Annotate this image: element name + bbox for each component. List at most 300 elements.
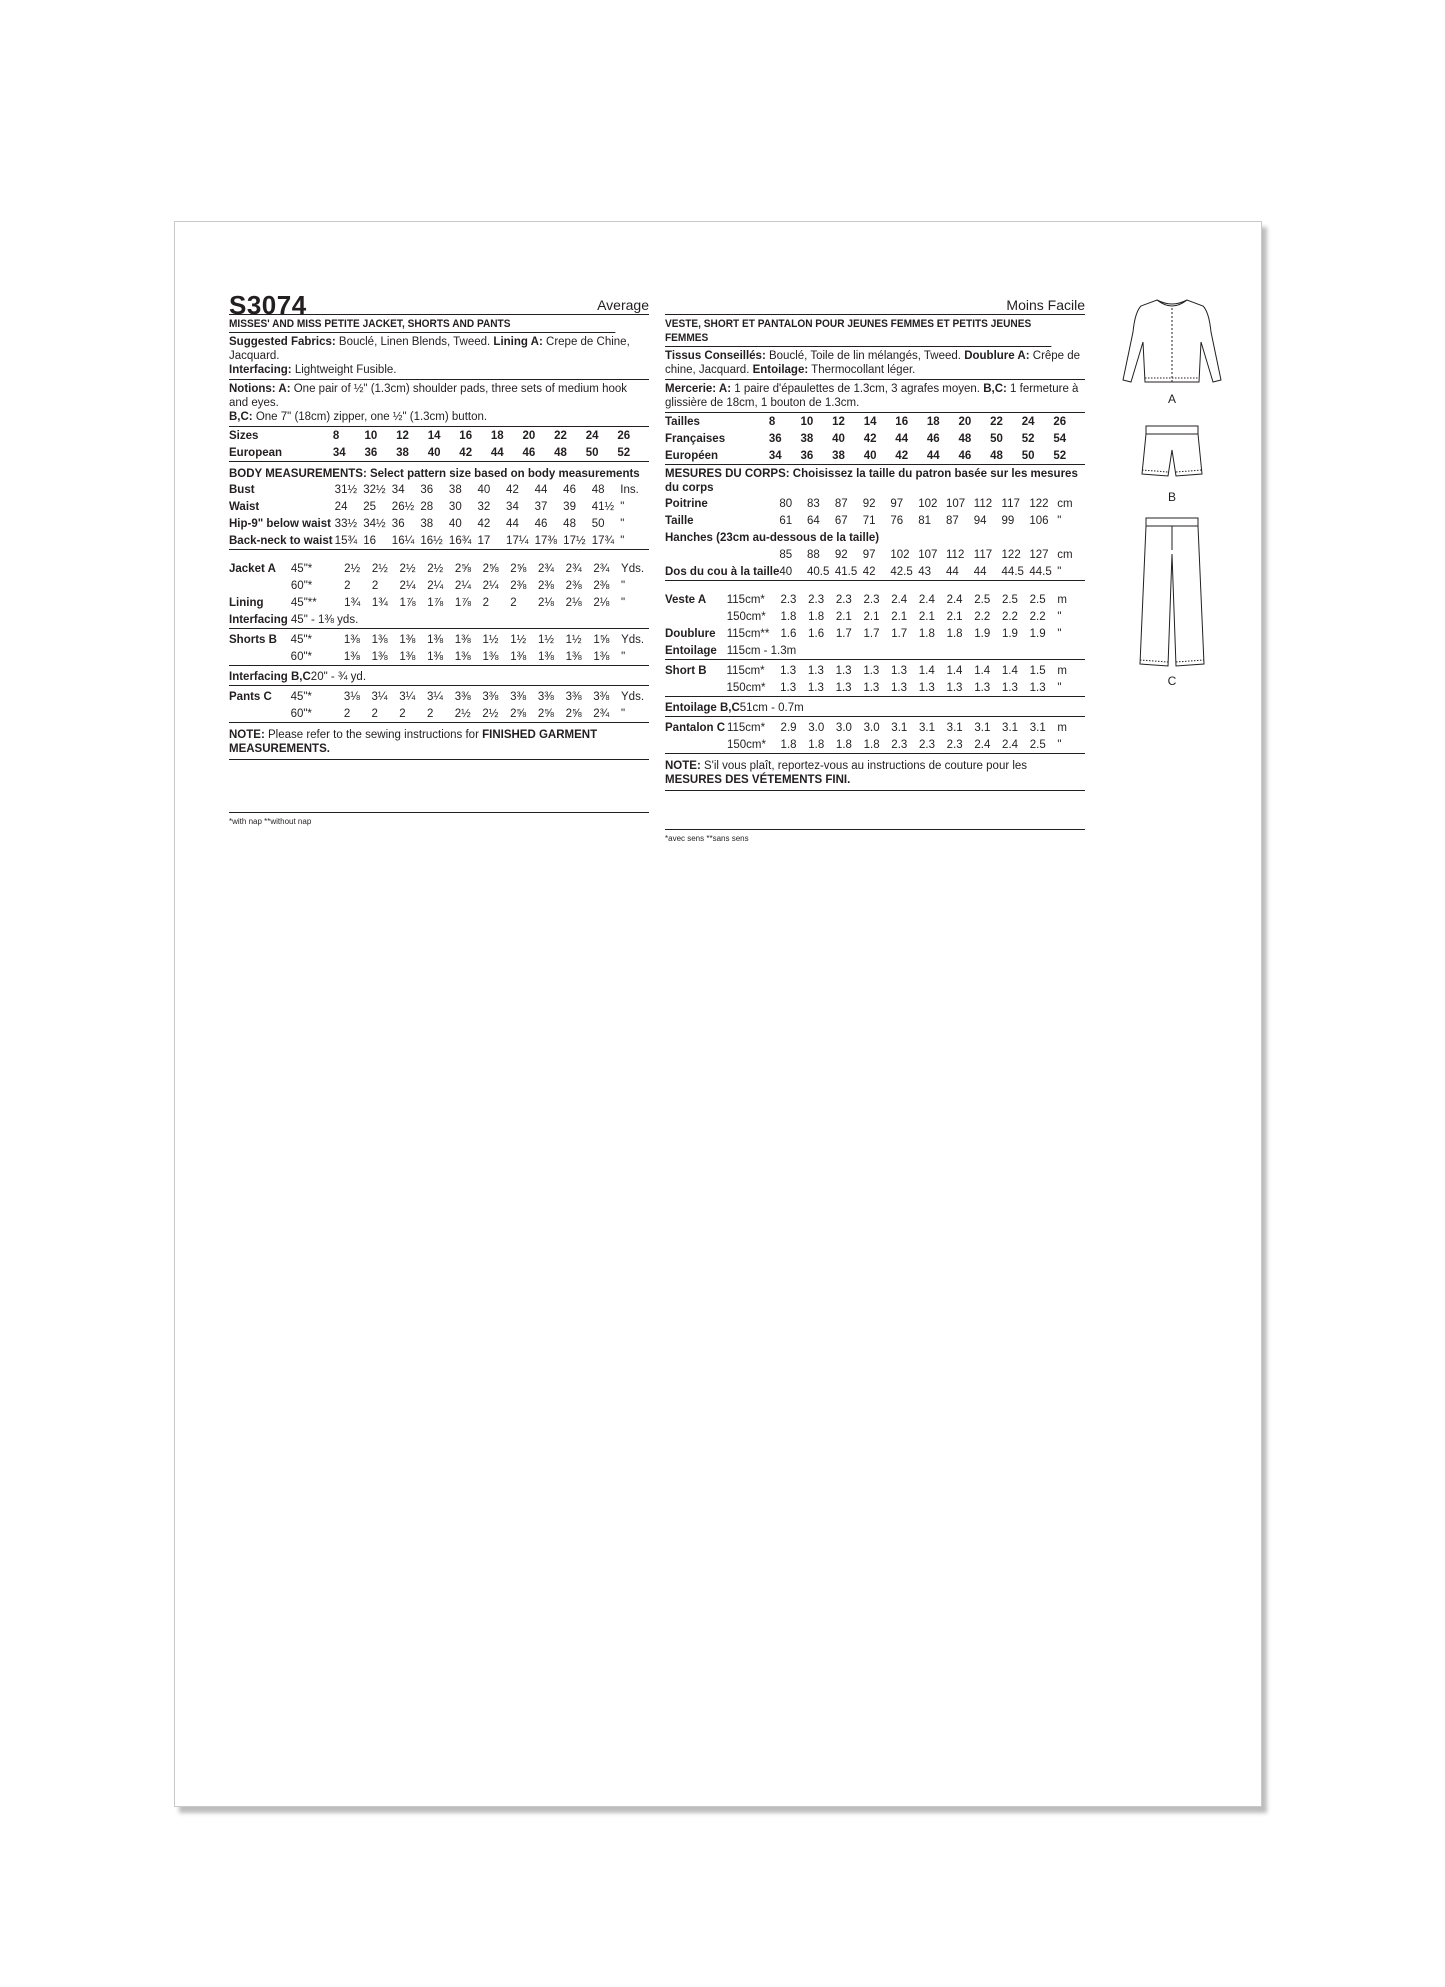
fabrics-text-fr: Bouclé, Toile de lin mélangés, Tweed. <box>765 350 965 362</box>
value-cell: 3.1 <box>946 721 963 734</box>
value-cell: 1¾ <box>371 596 388 609</box>
row-label: Dos du cou à la taille <box>665 565 780 578</box>
measurement-row <box>665 495 1085 512</box>
value-cell: 107 <box>946 497 966 510</box>
fabric-width-cell: 115cm** <box>726 627 770 640</box>
row-label: European <box>229 446 283 459</box>
value-cell: 2⅜ <box>537 579 554 592</box>
value-cell: 46 <box>926 432 940 445</box>
value-cell: 36 <box>391 517 405 530</box>
yardage-table <box>665 699 1085 717</box>
value-cell: " <box>1057 565 1062 578</box>
fabric-width-cell: 115cm* <box>726 721 766 734</box>
value-cell: Yds. <box>621 690 645 703</box>
value-cell: 1⅝ <box>593 633 610 646</box>
yardage-row <box>229 611 649 629</box>
yardage-row <box>229 668 649 686</box>
value-cell: 1⅜ <box>454 650 471 663</box>
size-row <box>665 447 1085 465</box>
difficulty-level-fr: Moins Facile <box>1006 297 1085 313</box>
row-label: Françaises <box>665 432 726 445</box>
value-cell: 1⅞ <box>427 596 444 609</box>
notions-bc-text-fr: 1 fermeture à glissière de 18cm, 1 bouton de 1.3cm. <box>665 383 1079 409</box>
row-label: Pants C <box>229 690 272 703</box>
value-cell: 41.5 <box>834 565 858 578</box>
measurement-row <box>229 515 649 532</box>
value-cell: 1.9 <box>1029 627 1046 640</box>
value-cell: 12 <box>396 429 409 442</box>
value-cell: 2¾ <box>537 562 554 575</box>
value-cell: 2⅜ <box>565 579 582 592</box>
yardage-section <box>229 560 649 723</box>
notions-section-fr <box>665 380 1085 413</box>
value-cell: 2.2 <box>1001 610 1018 623</box>
value-cell: 1⅜ <box>510 650 527 663</box>
value-cell: 1⅜ <box>454 633 471 646</box>
value-cell: " <box>1057 738 1062 751</box>
value-cell: 2¼ <box>482 579 499 592</box>
value-cell: 2 <box>371 579 379 592</box>
view-label-a: A <box>1167 392 1176 406</box>
value-cell: 38 <box>420 517 434 530</box>
value-cell: 16½ <box>420 534 443 547</box>
value-cell: 122 <box>1029 497 1049 510</box>
value-cell: 34 <box>506 500 519 513</box>
fabric-width-cell: 45"* <box>290 633 313 646</box>
fabric-width-cell: 115cm* <box>726 593 765 606</box>
value-cell: 2 <box>482 596 490 609</box>
value-cell: 32 <box>477 500 491 513</box>
value-cell: 34 <box>332 446 346 459</box>
value-cell: 117 <box>1001 497 1020 510</box>
value-cell: 1⅜ <box>427 633 444 646</box>
value-cell: 2.3 <box>863 593 880 606</box>
value-cell: 2½ <box>399 562 416 575</box>
value-cell: 46 <box>563 483 576 496</box>
view-label-c: C <box>1167 674 1177 688</box>
yardage-row <box>665 699 1085 717</box>
measurement-row <box>665 546 1085 563</box>
value-cell: 1.3 <box>807 664 824 677</box>
lining-text: Crepe de Chine, Jacquard. <box>229 336 630 362</box>
footnote: *with nap **without nap <box>229 812 649 829</box>
value-cell: 50 <box>591 517 605 530</box>
yardage-row <box>229 577 649 594</box>
value-cell: 1⅜ <box>482 650 499 663</box>
value-cell: 2 <box>510 596 517 609</box>
row-label <box>665 546 779 563</box>
fabrics-text: Bouclé, Linen Blends, Tweed. <box>335 336 494 348</box>
fabrics-section <box>229 333 649 380</box>
size-row <box>229 444 649 462</box>
value-cell: 1.7 <box>891 627 908 640</box>
value-cell: 1.3 <box>780 664 797 677</box>
measurement-row <box>665 563 1085 581</box>
row-label: Short B <box>665 664 707 677</box>
yardage-row <box>665 662 1085 679</box>
value-cell: 2 <box>426 707 434 720</box>
value-cell: 54 <box>1053 432 1067 445</box>
yardage-row <box>665 608 1085 625</box>
value-cell: 42 <box>862 565 876 578</box>
value-cell: 2.4 <box>891 593 908 606</box>
yardage-table <box>665 719 1085 754</box>
sizes-table-fr <box>665 413 1085 465</box>
fabric-width-cell: 60"* <box>290 707 312 720</box>
value-cell: 44 <box>490 446 504 459</box>
value-cell: 2¾ <box>565 562 582 575</box>
yardage-table <box>665 591 1085 660</box>
value-cell: 40 <box>832 432 845 445</box>
value-cell: 2⅜ <box>510 579 527 592</box>
value-cell: 1.8 <box>918 627 935 640</box>
value-cell: 92 <box>862 497 876 510</box>
value-cell: " <box>1057 627 1062 640</box>
difficulty-level: Average <box>597 297 649 313</box>
row-label: Interfacing <box>229 613 288 626</box>
value-cell: 71 <box>862 514 876 527</box>
value-cell: 17½ <box>563 534 586 547</box>
value-cell: 3⅛ <box>343 690 360 703</box>
value-cell: 2⅛ <box>537 596 554 609</box>
row-label: Jacket A <box>229 562 276 575</box>
value-cell: 1½ <box>537 633 554 646</box>
value-cell: 8 <box>768 415 776 428</box>
value-cell: 2⅜ <box>593 579 610 592</box>
value-cell: 2.4 <box>974 738 991 751</box>
value-cell: 50 <box>990 432 1003 445</box>
value-cell: 48 <box>990 449 1003 462</box>
value-cell: 3.0 <box>808 721 825 734</box>
row-label: Tailles <box>665 415 700 428</box>
value-cell: 36 <box>364 446 378 459</box>
value-cell: 3⅜ <box>510 690 527 703</box>
row-label: Poitrine <box>665 497 708 510</box>
value-cell: 34 <box>768 449 782 462</box>
value-cell: 1.3 <box>780 681 797 694</box>
row-label: Pantalon C <box>665 721 726 734</box>
value-cell: 2½ <box>371 562 388 575</box>
fabric-width-cell: 45" - 1⅜ yds. <box>290 613 359 626</box>
value-cell: 46 <box>958 449 972 462</box>
value-cell: 36 <box>768 432 782 445</box>
value-cell: 1⅜ <box>593 650 610 663</box>
value-cell: 87 <box>834 497 848 510</box>
value-cell: 3⅜ <box>537 690 554 703</box>
value-cell: 33½ <box>334 517 358 530</box>
value-cell: " <box>1057 681 1062 694</box>
fabric-width-cell: 60"* <box>290 579 313 592</box>
value-cell: 40 <box>779 565 793 578</box>
value-cell: 52 <box>1053 449 1067 462</box>
yardage-table <box>665 662 1085 697</box>
notions-text: One pair of ½" (1.3cm) shoulder pads, three sets of medium hook and eyes. <box>229 383 628 409</box>
body-measurements-title: BODY MEASUREMENTS: Select pattern size based on body measurements <box>229 468 640 480</box>
value-cell: 46 <box>522 446 536 459</box>
value-cell: 1.8 <box>780 738 797 751</box>
yardage-table <box>229 668 649 686</box>
notions-label: Notions: A: <box>229 383 291 395</box>
value-cell: 48 <box>563 517 576 530</box>
value-cell: 2⅝ <box>510 562 527 575</box>
value-cell: 94 <box>973 514 987 527</box>
pattern-code: S3074 <box>229 290 307 320</box>
value-cell: 36 <box>800 449 814 462</box>
value-cell: 1½ <box>565 633 582 646</box>
value-cell: 3⅜ <box>454 690 471 703</box>
value-cell: 8 <box>332 429 340 442</box>
value-cell: " <box>620 517 625 530</box>
value-cell: 1.3 <box>835 664 852 677</box>
value-cell: 1.3 <box>918 681 935 694</box>
value-cell: 1.9 <box>1001 627 1018 640</box>
body-measurements-table-fr <box>665 495 1085 581</box>
value-cell: 2.2 <box>974 610 991 623</box>
note-label-fr: NOTE: <box>665 760 701 772</box>
value-cell: 1¾ <box>344 596 361 609</box>
body-measurements-table <box>229 481 649 550</box>
value-cell: 97 <box>890 497 904 510</box>
value-cell: 3.1 <box>1002 721 1019 734</box>
value-cell: 2 <box>343 707 351 720</box>
value-cell: 2.1 <box>891 610 908 623</box>
measurement-row <box>229 532 649 550</box>
measurement-row <box>229 481 649 498</box>
jacket-a-drawing <box>1117 292 1227 392</box>
value-cell: 16¾ <box>448 534 472 547</box>
value-cell: 40 <box>863 449 877 462</box>
pattern-title-fr: VESTE, SHORT ET PANTALON POUR JEUNES FEMMES ET PETITS JEUNES FEMMES <box>665 315 1051 347</box>
measurement-row <box>229 498 649 515</box>
value-cell: 102 <box>890 548 910 561</box>
value-cell: 46 <box>534 517 548 530</box>
row-label: Européen <box>665 449 719 462</box>
value-cell: 106 <box>1029 514 1049 527</box>
value-cell: 3⅜ <box>565 690 582 703</box>
value-cell: 24 <box>585 429 599 442</box>
note-text: Please refer to the sewing instructions for <box>264 729 483 741</box>
notions-bc-label-fr: B,C: <box>983 383 1007 395</box>
value-cell: 42 <box>459 446 473 459</box>
value-cell: 3.1 <box>891 721 908 734</box>
value-cell: 42 <box>506 483 519 496</box>
size-row <box>229 427 649 444</box>
value-cell: 20 <box>958 415 972 428</box>
value-cell: " <box>620 500 625 513</box>
value-cell: 1.4 <box>946 664 963 677</box>
interfacing-text: Lightweight Fusible. <box>291 364 397 376</box>
fabric-width-cell: 150cm* <box>726 738 766 751</box>
value-cell: 1.7 <box>863 627 880 640</box>
yardage-row <box>229 560 649 577</box>
value-cell: 17⅜ <box>534 534 557 547</box>
value-cell: 20 <box>522 429 536 442</box>
note <box>229 725 649 760</box>
value-cell: 44 <box>946 565 959 578</box>
value-cell: 2⅝ <box>510 707 527 720</box>
fabric-width-cell: 45"* <box>290 562 313 575</box>
value-cell: 1.3 <box>863 681 880 694</box>
fabric-width-cell: 150cm* <box>726 681 766 694</box>
lining-text-fr: Crêpe de chine, Jacquard. <box>665 350 1081 376</box>
value-cell: 1.3 <box>1001 681 1018 694</box>
value-cell: 3.1 <box>918 721 935 734</box>
value-cell: 16¼ <box>391 534 415 547</box>
size-row <box>665 430 1085 447</box>
value-cell: 1.6 <box>808 627 825 640</box>
value-cell: 1⅜ <box>343 633 360 646</box>
yardage-row <box>665 736 1085 754</box>
fabric-width-cell: 60"* <box>290 650 313 663</box>
value-cell: 17¾ <box>591 534 615 547</box>
notions-bc-text: One 7" (18cm) zipper, one ½" (1.3cm) button. <box>252 411 488 423</box>
row-label: Hanches (23cm au-dessous de la taille) <box>665 531 880 544</box>
value-cell: 3¼ <box>371 690 388 703</box>
value-cell: 1.3 <box>891 664 908 677</box>
value-cell: 44 <box>895 432 909 445</box>
value-cell: 102 <box>918 497 938 510</box>
value-cell: 16 <box>895 415 909 428</box>
row-label: Lining <box>229 596 264 609</box>
fabric-width-cell: 51cm - 0.7m <box>739 701 804 714</box>
row-label: Interfacing B,C <box>229 670 311 683</box>
value-cell: 1.8 <box>780 610 797 623</box>
value-cell: 25 <box>363 500 377 513</box>
value-cell: 1.4 <box>1001 664 1018 677</box>
value-cell: 1.3 <box>835 681 852 694</box>
value-cell: 1.3 <box>891 681 908 694</box>
value-cell: 17¼ <box>506 534 529 547</box>
notions-label-fr: Mercerie: A: <box>665 383 732 395</box>
value-cell: 2½ <box>454 707 471 720</box>
value-cell: 1.3 <box>863 664 880 677</box>
value-cell: 2⅛ <box>593 596 610 609</box>
row-label: Veste A <box>665 593 707 606</box>
row-label <box>229 648 291 666</box>
row-label: Taille <box>665 514 694 527</box>
value-cell: 2.3 <box>891 738 908 751</box>
value-cell: 2.3 <box>946 738 963 751</box>
measurement-row <box>665 512 1085 529</box>
value-cell: 2½ <box>427 562 444 575</box>
fabrics-label-fr: Tissus Conseillés: <box>665 350 766 362</box>
value-cell: 3.1 <box>974 721 991 734</box>
value-cell: 1.8 <box>808 610 825 623</box>
note-label: NOTE: <box>229 729 265 741</box>
value-cell: 81 <box>918 514 932 527</box>
measurement-row <box>665 529 1085 546</box>
value-cell: Ins. <box>620 483 639 496</box>
value-cell: 112 <box>973 497 993 510</box>
value-cell: 28 <box>420 500 434 513</box>
value-cell: 2⅝ <box>482 562 499 575</box>
value-cell: 38 <box>396 446 409 459</box>
value-cell: 3.0 <box>863 721 880 734</box>
value-cell: 64 <box>807 514 820 527</box>
value-cell: 43 <box>918 565 932 578</box>
value-cell: 30 <box>448 500 462 513</box>
value-cell: 1.8 <box>863 738 880 751</box>
footnote-fr: *avec sens **sans sens <box>665 829 1085 846</box>
value-cell: 44.5 <box>1001 565 1024 578</box>
row-label: Hip-9" below waist <box>229 517 331 530</box>
value-cell: 36 <box>420 483 434 496</box>
value-cell: cm <box>1057 548 1073 561</box>
yardage-row <box>229 705 649 723</box>
value-cell: " <box>1057 514 1062 527</box>
value-cell: 2⅝ <box>454 562 471 575</box>
lining-label: Lining A: <box>493 336 543 348</box>
value-cell: 122 <box>1001 548 1021 561</box>
row-label: Doublure <box>665 627 716 640</box>
value-cell: 42 <box>895 449 909 462</box>
value-cell: 97 <box>862 548 876 561</box>
value-cell: 2¼ <box>427 579 444 592</box>
value-cell: 2.4 <box>946 593 963 606</box>
row-label: Waist <box>229 500 260 513</box>
notions-section <box>229 380 649 427</box>
value-cell: " <box>621 596 626 609</box>
value-cell: 40 <box>477 483 491 496</box>
value-cell: 1⅜ <box>537 650 554 663</box>
value-cell: 24 <box>1021 415 1035 428</box>
value-cell: 2.4 <box>918 593 935 606</box>
value-cell: 38 <box>448 483 462 496</box>
value-cell: 40 <box>427 446 441 459</box>
value-cell: 34½ <box>363 517 386 530</box>
value-cell: 44.5 <box>1029 565 1052 578</box>
value-cell: m <box>1057 664 1067 677</box>
value-cell: 48 <box>554 446 567 459</box>
value-cell: 2¼ <box>399 579 416 592</box>
value-cell: 1.6 <box>780 627 797 640</box>
value-cell: 2.5 <box>1029 738 1046 751</box>
value-cell: 52 <box>617 446 631 459</box>
row-label <box>665 679 727 697</box>
value-cell: 3⅜ <box>482 690 499 703</box>
value-cell: 112 <box>946 548 965 561</box>
value-cell: 42 <box>477 517 491 530</box>
english-column <box>229 282 649 829</box>
yardage-section-fr <box>665 591 1085 754</box>
row-label <box>229 577 291 594</box>
value-cell: 1⅜ <box>399 633 416 646</box>
value-cell: " <box>620 534 625 547</box>
value-cell: 2½ <box>344 562 361 575</box>
interfacing-label: Interfacing: <box>229 364 292 376</box>
value-cell: 3.0 <box>835 721 852 734</box>
value-cell: " <box>1057 610 1062 623</box>
value-cell: 2.3 <box>808 593 825 606</box>
yardage-table <box>229 631 649 666</box>
yardage-row <box>665 625 1085 642</box>
value-cell: 18 <box>490 429 504 442</box>
yardage-row <box>665 591 1085 608</box>
value-cell: 2 <box>344 579 351 592</box>
value-cell: 15¾ <box>334 534 358 547</box>
value-cell: 22 <box>990 415 1003 428</box>
value-cell: 2¾ <box>593 562 610 575</box>
value-cell: 1⅜ <box>399 650 416 663</box>
value-cell: 38 <box>800 432 814 445</box>
value-cell: 2.4 <box>1002 738 1019 751</box>
french-column <box>665 282 1085 846</box>
value-cell: 14 <box>427 429 441 442</box>
interfacing-label-fr: Entoilage: <box>752 364 809 376</box>
pattern-title: MISSES' AND MISS PETITE JACKET, SHORTS AND PANTS <box>229 315 615 333</box>
value-cell: m <box>1057 721 1068 734</box>
row-label: Sizes <box>229 429 259 442</box>
